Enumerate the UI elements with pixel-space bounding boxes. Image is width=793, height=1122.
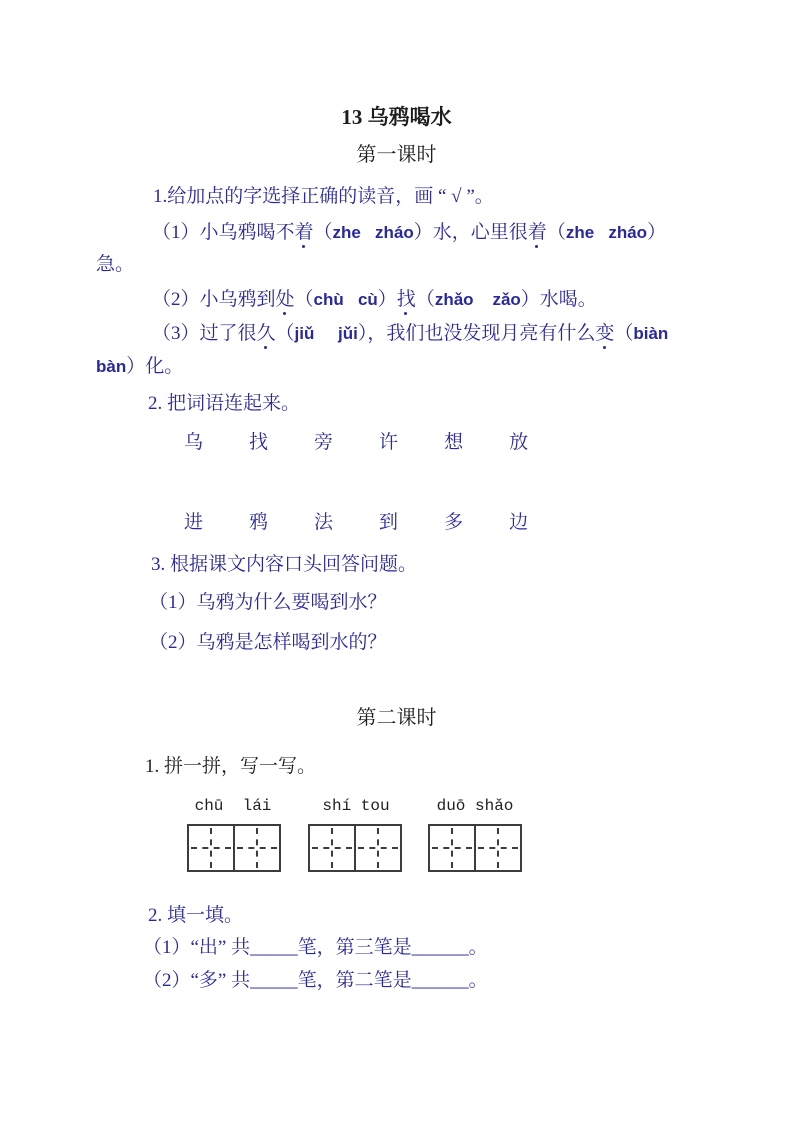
text-segment: （ (415, 289, 435, 310)
dotted-character: 着 (295, 220, 314, 246)
q1-item2 (152, 287, 597, 313)
text-segment: （1）小乌鸦喝不 (152, 222, 295, 243)
text-segment: ） (647, 222, 667, 243)
dotted-character: 找 (397, 287, 416, 313)
match-word: 想 (444, 432, 464, 453)
grid-cell (310, 826, 354, 870)
text-segment: ）水喝。 (520, 289, 597, 310)
match-word: 鸦 (249, 512, 269, 533)
text-segment: ） (377, 289, 397, 310)
text-segment: （ (275, 323, 295, 344)
text-segment: ）化。 (126, 356, 184, 377)
q1-item3-line2 (96, 354, 183, 380)
match-word: 找 (249, 432, 269, 453)
text-segment: （ (614, 323, 634, 344)
pinyin-label-chulai: chū lái (194, 797, 272, 815)
dotted-character: 久 (257, 321, 276, 347)
match-row-top (184, 430, 528, 456)
pinyin-option: jiǔ jǔi (294, 324, 358, 343)
pinyin-option: zhǎo zǎo (434, 290, 521, 309)
page-title: 13 乌鸦喝水 (341, 105, 452, 129)
q1-item1-line1 (152, 220, 666, 246)
match-word: 多 (444, 512, 464, 533)
q1-item3-line1 (152, 321, 668, 347)
text-segment: ），我们也没发现月亮有什么 (357, 323, 596, 344)
grid-cell (474, 826, 520, 870)
grid-cell (354, 826, 400, 870)
match-word: 放 (509, 432, 529, 453)
tianzige-grid-1 (187, 824, 281, 872)
p2-q2-prompt: 2. 填一填。 (148, 905, 244, 926)
grid-cell (189, 826, 233, 870)
tianzige-grid-3 (428, 824, 522, 872)
tianzige-grid-2 (308, 824, 402, 872)
grid-cell (233, 826, 279, 870)
pinyin-option: bàn (96, 357, 127, 376)
pinyin-option: chù cù (313, 290, 378, 309)
text-segment: （ (546, 222, 566, 243)
q3-item2: （2）乌鸦是怎样喝到水的？ (149, 632, 387, 653)
match-row-bottom (184, 510, 528, 536)
q3-prompt: 3. 根据课文内容口头回答问题。 (151, 554, 418, 575)
match-word: 边 (509, 512, 529, 533)
dotted-character: 着 (528, 220, 547, 246)
match-word: 许 (379, 432, 399, 453)
text-segment: （ (313, 222, 333, 243)
pinyin-option: zhe zháo (565, 223, 648, 242)
q3-item1: （1）乌鸦为什么要喝到水？ (149, 592, 387, 613)
q1-item1-line2: 急。 (96, 254, 135, 275)
pinyin-label-duoshao: duō shǎo (436, 797, 514, 815)
text-segment: （2）小乌鸦到 (152, 289, 276, 310)
section2-heading: 第二课时 (356, 707, 437, 729)
match-word: 乌 (184, 432, 204, 453)
match-word: 旁 (314, 432, 334, 453)
section1-heading: 第一课时 (356, 144, 437, 166)
pinyin-label-shitou: shí tou (322, 797, 390, 815)
p2-q2-item1: （1）“出” 共_____笔，第三笔是______。 (143, 937, 488, 958)
match-word: 法 (314, 512, 334, 533)
text-segment: （ (294, 289, 314, 310)
p2-q2-item2: （2）“多” 共_____笔，第二笔是______。 (143, 970, 488, 991)
p2-q1-prompt: 1. 拼一拼，写一写。 (145, 756, 317, 777)
q2-prompt: 2. 把词语连起来。 (148, 393, 301, 414)
pinyin-option: zhe zháo (332, 223, 414, 242)
pinyin-option: biàn (633, 324, 669, 343)
match-word: 到 (379, 512, 399, 533)
dotted-character: 变 (595, 321, 614, 347)
text-segment: （3）过了很 (152, 323, 257, 344)
q1-prompt: 1.给加点的字选择正确的读音，画 “ √ ”。 (153, 186, 494, 207)
dotted-character: 处 (276, 287, 295, 313)
grid-cell (430, 826, 474, 870)
text-segment: ）水，心里很 (413, 222, 528, 243)
match-word: 进 (184, 512, 204, 533)
